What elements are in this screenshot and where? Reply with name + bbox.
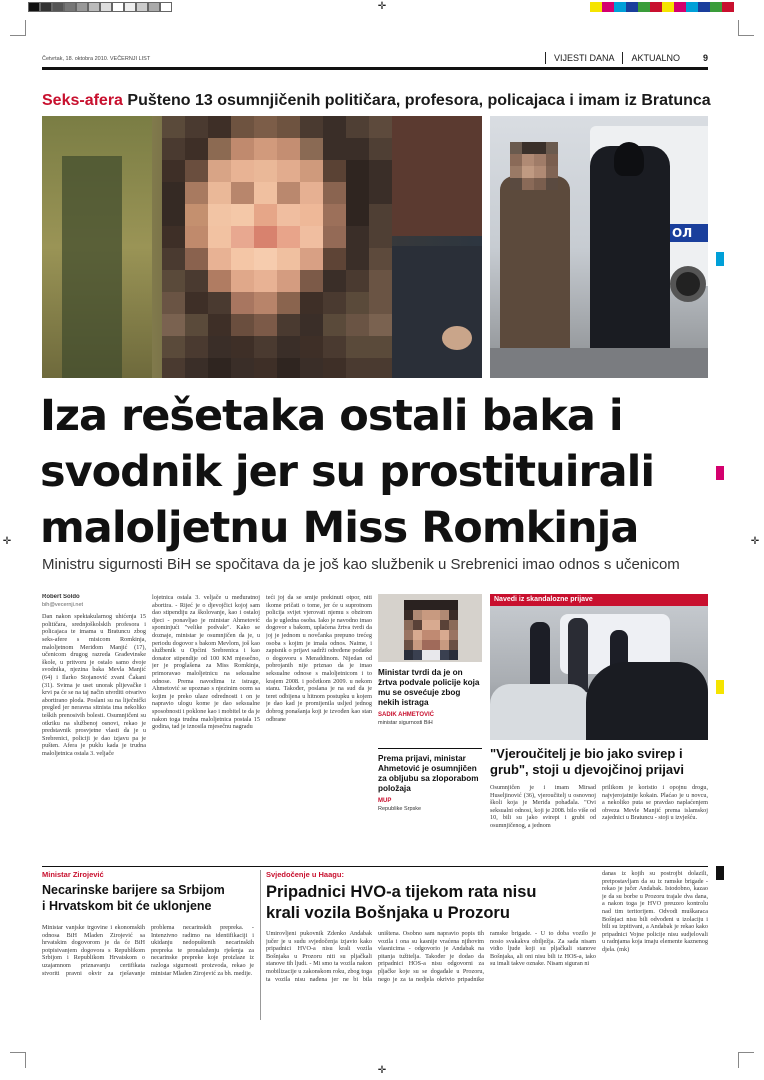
box-text: prilikom je koristio i opojnu drogu, najvjerojatnije kokain. Plaćao je u novcu, a nekoliko puta se pravdao naplaćenjem obveza Mevle Manjić prema islamskoj zajednici u Bratuncu - stoji u izvješću. <box>602 784 708 822</box>
main-headline <box>40 388 720 556</box>
section-label: VIJESTI DANA <box>545 52 623 64</box>
minister-portrait-photo <box>378 594 482 662</box>
story-kicker: Ministar Zirojević <box>42 870 104 879</box>
story-body: Ministar vanjske trgovine i ekonomskih odnosa BiH Mladen Zirojević sa hrvatskim dogovorom je da će BiH potpisivanjem dogovora s Republikom Srbijom i Republikom Hrvatskom o uzajamnom priznavanju certifikata stvoriti pravni okvir za rješavanje problema necarinskih prepreka. - Intenzivno radimo na identifikaciji i ukidanju nedopuštenih necarinskih prepreka te pronalaženju rješenja za necarinske prepreke koje proizlaze iz razloga sigurnosti proizvoda, rekao je ministar Mladen Zirojević za bh. medije. <box>42 924 254 977</box>
box-text: Osumnjičen je i imam Mirsad Huseljinović (36), vjeroučitelj u osnovnoj školi koja je Meriđa pohađala. "Ovi seksualni odnosi, koji je 2008. bilo više od 10, bili su jako svirepi i grubi od osumnjičenog, a jednom <box>490 784 596 829</box>
headline-line: Pripadnici HVO-a tijekom rata nisu <box>266 883 537 901</box>
box-headline: "Vjeroučitelj je bio jako svirep i grub", stoji u djevojčinoj prijavi <box>490 746 684 777</box>
article-column-1 <box>42 594 146 856</box>
pull-quote: Ministar tvrdi da je on žrtva podvale policije koja mu se osvećuje zbog nekih istraga <box>378 668 480 707</box>
headline-line: krali vozila Bošnjaka u Prozoru <box>266 904 510 922</box>
crop-mark-icon <box>738 20 754 36</box>
main-photo-pixelated-face <box>42 116 482 378</box>
color-calibration-bar <box>590 2 734 12</box>
quote-author: MUP <box>378 798 392 804</box>
side-color-mark <box>716 252 724 266</box>
headline-line: Necarinske barijere sa Srbijom <box>42 883 225 897</box>
box-column-1 <box>490 784 596 856</box>
subheadline: Ministru sigurnosti BiH se spočitava da je još kao službenik u Srebrenici imao odnos s učenicom <box>42 556 680 573</box>
story-text <box>42 924 254 1020</box>
story-text-continued <box>602 870 708 1020</box>
section-divider <box>42 866 708 867</box>
minister-caption-block <box>378 668 482 738</box>
headline-line: maloljetnu Miss Romkinja <box>40 503 639 553</box>
kicker-text: Pušteno 13 osumnjičenih političara, profesora, policajaca i imam iz Bratunca <box>127 92 711 109</box>
quote-author: SADIK AHMETOVIĆ <box>378 712 435 718</box>
headline-line: svodnik jer su prostituirali <box>40 447 655 497</box>
box-label: Navedi iz skandalozne prijave <box>494 596 593 603</box>
story-headline <box>266 882 596 924</box>
byline: Robert Soldo <box>42 594 80 600</box>
crop-mark-icon <box>10 20 26 36</box>
section-label: AKTUALNO <box>622 52 688 64</box>
article-text: teći joj da se smije prekinuti otpor, niti ikome pričati o tome, jer će u suprotnom policija svijet vjerovati njemu s obzirom da je ugledna osoba. Iako je navodno imao dogovor s bakom, uplaćena žrtva tvrdi da joj je jednom u novčanka prepuno trećeg osoba s kojim je imala odnos. Naime, i zapisnik o prijavi sadrži određene podatke o dogovoru s Meraddinom. Nijedan od pobrojanih nije priznao da je imao seksualne odnose s maloljetnicom i to krajem 2008. i početkom 2009. u nekom stanu. Također, poslana je na sud da je teret odbijena u hitnom postupku u kojem je dao kad je promijenila usljed jednog dobrog ponašanja koji je izvođen kao stan odbrane <box>266 594 372 723</box>
police-van-lettering: ОЛ <box>668 224 708 242</box>
registration-mark-icon: ✛ <box>377 1 387 12</box>
page-number: 9 <box>702 53 708 63</box>
story-headline <box>42 882 256 914</box>
story-text <box>266 930 596 1020</box>
registration-mark-icon: ✛ <box>750 536 760 547</box>
registration-mark-icon: ✛ <box>2 536 12 547</box>
headline-line: i Hrvatskom bit će uklonjene <box>42 899 212 913</box>
registration-mark-icon: ✛ <box>377 1065 387 1076</box>
divider <box>378 748 482 749</box>
story-body-continued: danas iz kojih su postrojbi dolazili, pretpostavljam da su iz ramske brigade - rekao je jučer Andabak. Istodobno, kazao je da su borbe u Prozoru trajale dva dana, a nakon toga je HVO preuzeo kontrolu nad tim teritorijem. Odvodi muškaraca Bošnjaci nisu bili odvođeni u izolaciju i bili su izpitivani, a Andabak je rekao kako pripadnici Vojne policije nisu sudjelovali u radnjama koja imaju elemente kaznenog djela. (mk) <box>602 870 708 953</box>
page-header <box>42 52 708 70</box>
column-divider <box>260 870 261 1020</box>
police-cars-photo <box>490 594 708 740</box>
pull-quote: Prema prijavi, ministar Ahmetović je osumnjičen za obljubu sa zloporabom položaja <box>378 754 479 793</box>
pixelated-face <box>404 600 458 662</box>
arrest-photo <box>490 116 708 378</box>
article-column-3 <box>266 594 372 856</box>
pixelated-face <box>162 116 392 378</box>
article-column-2 <box>152 594 260 856</box>
quote-author-role: ministar sigurnosti BiH <box>378 719 433 726</box>
pixelated-face <box>510 142 558 192</box>
quote-author-role: Republike Srpske <box>378 805 422 812</box>
mup-caption-block <box>378 754 482 844</box>
box-column-2 <box>602 784 708 856</box>
headline-line: Iza rešetaka ostali baka i <box>40 391 623 441</box>
grayscale-calibration-bar <box>28 2 172 12</box>
side-color-mark <box>716 680 724 694</box>
crop-mark-icon <box>738 1052 754 1068</box>
kicker-label: Seks-afera <box>42 92 123 109</box>
top-kicker-line <box>42 92 711 110</box>
crop-mark-icon <box>10 1052 26 1068</box>
story-body: Umirovljeni pukovnik Zdenko Andabak jučer je u sudu svjedočenja izjavio kako pripadnici HVO-a nisu krali vozila Bošnjaka u Prozoru niti su pljačkali stanove tih ljudi. - Mi smo ta vozila nakon mobilizacije u zakonskom roku, zbog toga ta vozila nisu nađena jer ne bi bila uništena. Osobno sam napravio popis tih vozila i ona su kasnije vraćena njihovim vlasnicima - odgovorio je Andabak na pitanja tužitelja. Također je dodao da pripadnici HOS-a nisu odgovorni za pljačke koje su se događale u Prozoru, nego je za ta nedjela okrivio pripadnike ramske brigade. - U to doba vozilo je nosio svakakva obilježja. Za sada nisam vidio ljude koji su pljačkali stanove Bošnjaka, ali oni nisu bili iz HOS-a, iako su imali takve oznake. Nisam siguran ni <box>266 930 596 983</box>
article-text: Dan nakon spektakularnog uhićenja 15 političara, srednjoškolskih profesora i policajaca te imama u Bratuncu zbog seks-afere s misicom Romkinja, maloljetnom Meriđom Manjić (17), učenicom drugog razreda Građevinske škole, u pritvoru je ostalo samo dvoje svodnika, njezina baka Mevla Manjić (64) i Ilarko Stojanović zvani Čakani (31). Svima je uset unorak plijevačke i krvi pa će se na taj način utvrditi otvarivo abortirano ploda. Poslani su na liječnički pregled jer neravna sitnista ima nekoliko teških prenosivih bolesti. Osumnjičeni su otkriku na službenoj osnovi, rekao je predstavnik prosvjetne vlasti da je u Srebrenici, policiji je dao izjavu pa je pušten. Afera je puklu kada je trudna maloljetnica ostala 3. veljače <box>42 613 146 757</box>
section-nav <box>545 52 708 64</box>
story-kicker: Svjedočenje u Haagu: <box>266 870 344 879</box>
author-email: bih@vecernji.net <box>42 601 84 608</box>
article-text: lojetnica ostala 3. veljače u međuratnoj abortira. - Rijeć je o djevojčici kojoj sam dao stipendiju za školovanje, kao i ostaloj djeci - ponavljao je ministar Ahmetović spominjući "velike podvale". Kako se doznaje, ministar je osumnjičen da je, u periodu dogovor s bakom Mevlom, još kao službenik u Općini Srebrenica i kao donator stipendije od 100 KM mjesečno, jer je proglašena za Miss Romkinja, primoravao maloljetnicu na seksualne odnose. Prema navodima iz istrage, Ahmetović se upoznao s njezinim ocem sa kojim je preko ulaze odrednosti i on je napravio ulogu kome je dao seksualne sposobnosti i poklone kao i mobitel te da je nakon toga trudna maloljetnica postala 15 godina, tad je iznosila mjesečnu nagradu <box>152 594 260 731</box>
side-color-mark <box>716 866 724 880</box>
issue-date: Četvrtak, 18. oktobra 2010. VEČERNJI LIST <box>42 56 151 62</box>
